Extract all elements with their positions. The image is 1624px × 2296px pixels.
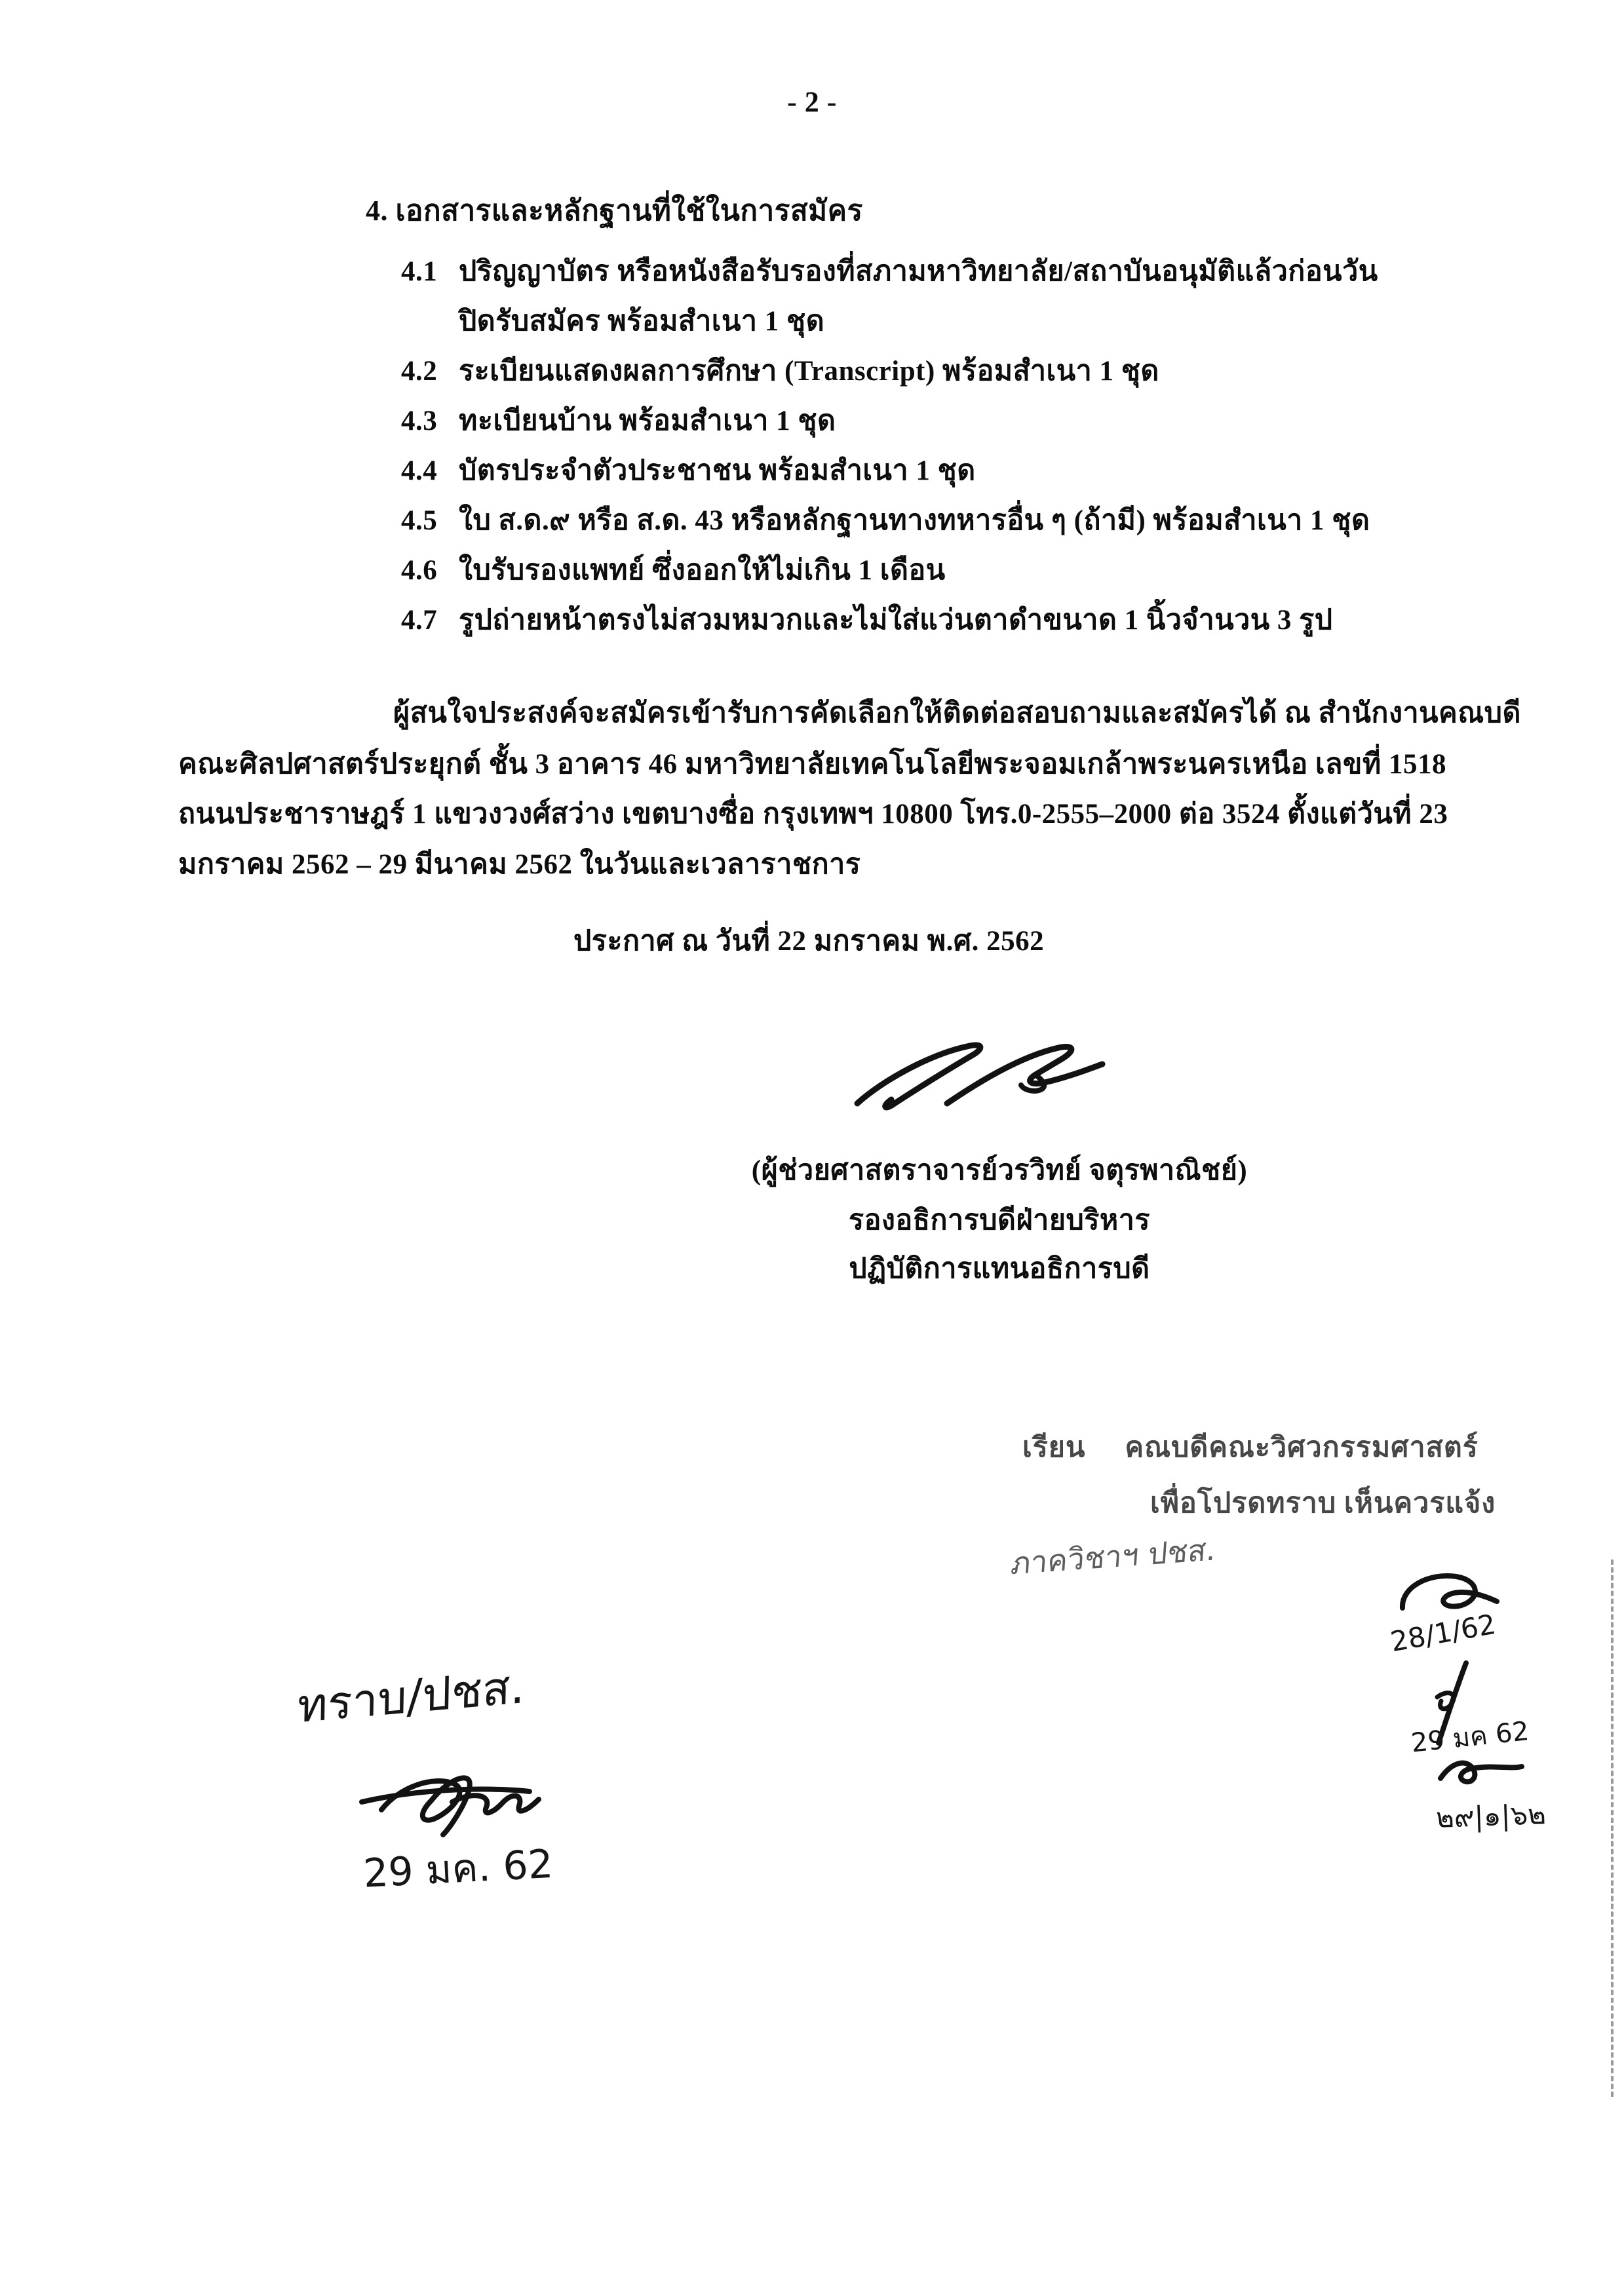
signatory-name: (ผู้ช่วยศาสตราจารย์วรวิทย์ จตุรพาณิชย์) <box>751 1155 1248 1186</box>
item-4-4-text: บัตรประจำตัวประชาชน พร้อมสำเนา 1 ชุด <box>459 455 976 486</box>
handwritten-date-mid: 29 มค 62 <box>1410 1716 1531 1759</box>
item-4-6-text: ใบรับรองแพทย์ ซึ่งออกให้ไม่เกิน 1 เดือน <box>459 555 946 586</box>
signatory-title-1: รองอธิการบดีฝ่ายบริหาร <box>849 1205 1150 1236</box>
handwritten-ack-signature <box>354 1761 557 1843</box>
handwritten-date-bottom: ๒๙|๑|๖๒ <box>1435 1798 1547 1834</box>
item-4-6-number: 4.6 <box>401 555 438 586</box>
item-4-1-continuation: ปิดรับสมัคร พร้อมสำเนา 1 ชุด <box>459 306 825 337</box>
item-4-5-text: ใบ ส.ด.๙ หรือ ส.ด. 43 หรือหลักฐานทางทหารอื่น ๆ (ถ้ามี) พร้อมสำเนา 1 ชุด <box>459 505 1370 536</box>
section-4-heading: 4. เอกสารและหลักฐานที่ใช้ในการสมัคร <box>366 195 863 227</box>
handwritten-date-top: 28/1/62 <box>1388 1607 1498 1658</box>
item-4-1-number: 4.1 <box>401 256 438 287</box>
item-4-1-text: ปริญญาบัตร หรือหนังสือรับรองที่สภามหาวิทยาลัย/สถาบันอนุมัติแล้วก่อนวัน <box>459 256 1378 287</box>
handwritten-initial-bottom <box>1434 1751 1529 1791</box>
routing-purpose-stamp: เพื่อโปรดทราบ เห็นควรแจ้ง <box>1150 1488 1496 1519</box>
contact-paragraph-line3: ถนนประชาราษฎร์ 1 แขวงวงศ์สว่าง เขตบางซื่อ กรุงเทพฯ 10800 โทร.0-2555–2000 ต่อ 3524 ตั้งแต่วันที่ 23 <box>178 799 1448 830</box>
handwritten-ack-note: ทราบ/ปชส. <box>297 1659 526 1734</box>
announcement-date-line: ประกาศ ณ วันที่ 22 มกราคม พ.ศ. 2562 <box>573 926 1045 957</box>
item-4-2-text: ระเบียนแสดงผลการศึกษา (Transcript) พร้อมสำเนา 1 ชุด <box>459 356 1159 387</box>
item-4-5-number: 4.5 <box>401 505 438 536</box>
handwritten-ack-date: 29 มค. 62 <box>362 1841 554 1897</box>
item-4-3-number: 4.3 <box>401 406 438 436</box>
contact-paragraph-line1: ผู้สนใจประสงค์จะสมัครเข้ารับการคัดเลือกให้ติดต่อสอบถามและสมัครได้ ณ สำนักงานคณบดี <box>393 698 1521 729</box>
routing-to-value: คณบดีคณะวิศวกรรมศาสตร์ <box>1125 1432 1479 1463</box>
item-4-7-number: 4.7 <box>401 605 438 636</box>
contact-paragraph-line4: มกราคม 2562 – 29 มีนาคม 2562 ในวันและเวลาราชการ <box>178 849 861 880</box>
scan-edge-artifact <box>1611 1559 1614 2097</box>
routing-to-stamp <box>1022 1430 1479 1466</box>
item-4-2-number: 4.2 <box>401 356 438 387</box>
routing-to-label: เรียน <box>1022 1432 1086 1463</box>
item-4-3-text: ทะเบียนบ้าน พร้อมสำเนา 1 ชุด <box>459 406 836 436</box>
item-4-7-text: รูปถ่ายหน้าตรงไม่สวมหมวกและไม่ใส่แว่นตาดำขนาด 1 นิ้วจำนวน 3 รูป <box>459 605 1333 636</box>
handwritten-dept-note: ภาควิชาฯ ปชส. <box>1009 1531 1217 1582</box>
item-4-4-number: 4.4 <box>401 455 438 486</box>
contact-paragraph-line2: คณะศิลปศาสตร์ประยุกต์ ชั้น 3 อาคาร 46 มหาวิทยาลัยเทคโนโลยีพระจอมเกล้าพระนครเหนือ เลขที่ 1518 <box>178 749 1446 780</box>
signatory-signature <box>845 1030 1108 1115</box>
page-number: - 2 - <box>787 86 837 118</box>
signatory-title-2: ปฏิบัติการแทนอธิการบดี <box>849 1253 1150 1284</box>
